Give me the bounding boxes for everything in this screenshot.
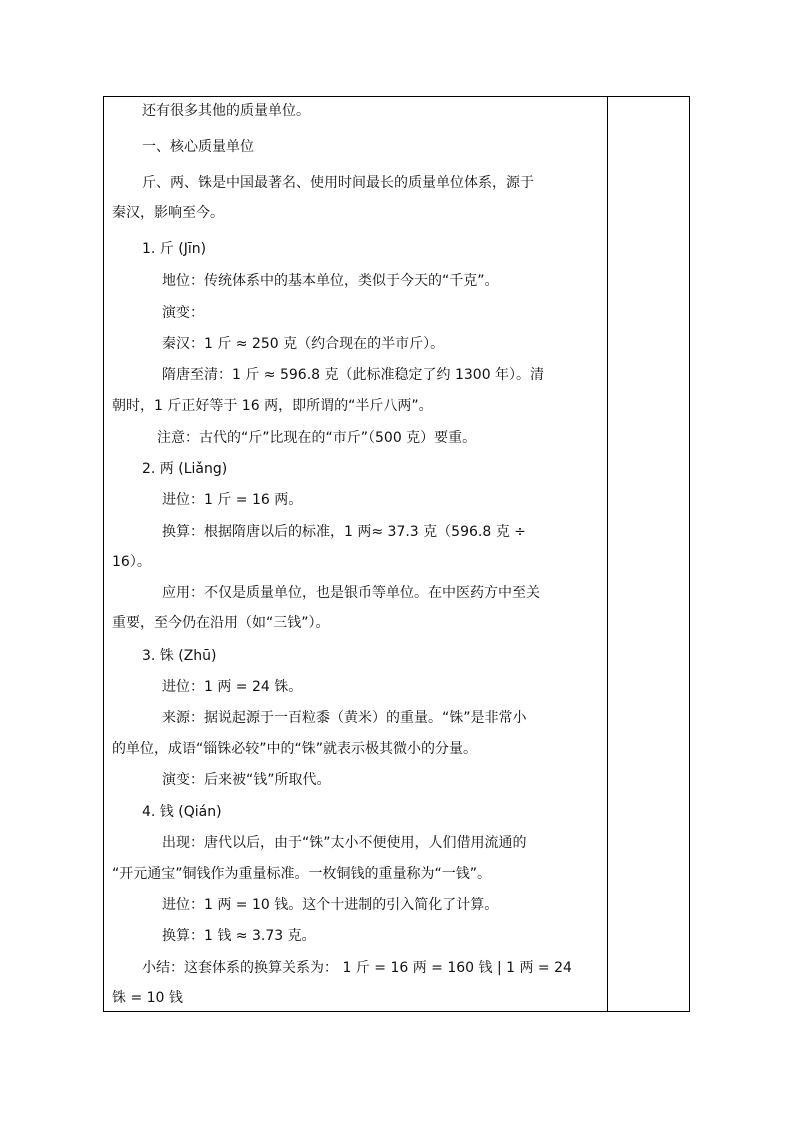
text-line: 秦汉，影响至今。 <box>112 205 224 221</box>
subheading-qian: 4. 钱 (Qián) <box>142 804 222 820</box>
text-line: 出现：唐代以后，由于“铢”太小不便使用，人们借用流通的 <box>162 835 527 851</box>
text-line: 斤、两、铢是中国最著名、使用时间最长的质量单位体系，源于 <box>142 175 534 191</box>
text-line: 重要，至今仍在沿用（如“三钱”）。 <box>112 615 330 631</box>
text-line: 进位：1 斤 = 16 两。 <box>162 492 303 508</box>
text-line: 演变： <box>162 305 204 321</box>
text-line: 朝时，1 斤正好等于 16 两，即所谓的“半斤八两”。 <box>112 398 433 414</box>
text-line: 演变：后来被“钱”所取代。 <box>162 772 331 788</box>
content-table <box>103 96 690 1012</box>
text-line: 还有很多其他的质量单位。 <box>142 103 310 119</box>
text-line: 来源：据说起源于一百粒黍（黄米）的重量。“铢”是非常小 <box>162 710 527 726</box>
text-line: 进位：1 两 = 24 铢。 <box>162 679 303 695</box>
side-cell <box>608 97 689 1011</box>
text-line: 换算：1 钱 ≈ 3.73 克。 <box>162 928 316 944</box>
summary-line: 小结：这套体系的换算关系为： 1 斤 = 16 两 = 160 钱 | 1 两 = 24 <box>142 960 572 976</box>
section-heading: 一、核心质量单位 <box>142 139 254 155</box>
text-line: 应用：不仅是质量单位，也是银币等单位。在中医药方中至关 <box>162 585 540 601</box>
text-line: 的单位，成语“锱铢必较”中的“铢”就表示极其微小的分量。 <box>112 741 478 757</box>
text-line: 秦汉：1 斤 ≈ 250 克（约合现在的半市斤）。 <box>162 336 445 352</box>
text-line: “开元通宝”铜钱作为重量标准。一枚铜钱的重量称为“一钱”。 <box>112 866 492 882</box>
text-line: 16）。 <box>112 554 151 570</box>
text-line: 地位：传统体系中的基本单位，类似于今天的“千克”。 <box>162 273 499 289</box>
subheading-zhu: 3. 铢 (Zhū) <box>142 648 217 664</box>
subheading-liang: 2. 两 (Liǎng) <box>142 461 228 477</box>
note-line: 注意：古代的“斤”比现在的“市斤”（500 克）要重。 <box>157 430 477 446</box>
text-line: 换算：根据隋唐以后的标准，1 两≈ 37.3 克（596.8 克 ÷ <box>162 524 526 540</box>
subheading-jin: 1. 斤 (Jīn) <box>142 241 207 257</box>
text-line: 隋唐至清：1 斤 ≈ 596.8 克（此标准稳定了约 1300 年）。清 <box>162 367 545 383</box>
text-line: 进位：1 两 = 10 钱。这个十进制的引入简化了计算。 <box>162 897 499 913</box>
summary-line: 铢 = 10 钱 <box>112 990 183 1006</box>
main-cell <box>104 97 607 1011</box>
